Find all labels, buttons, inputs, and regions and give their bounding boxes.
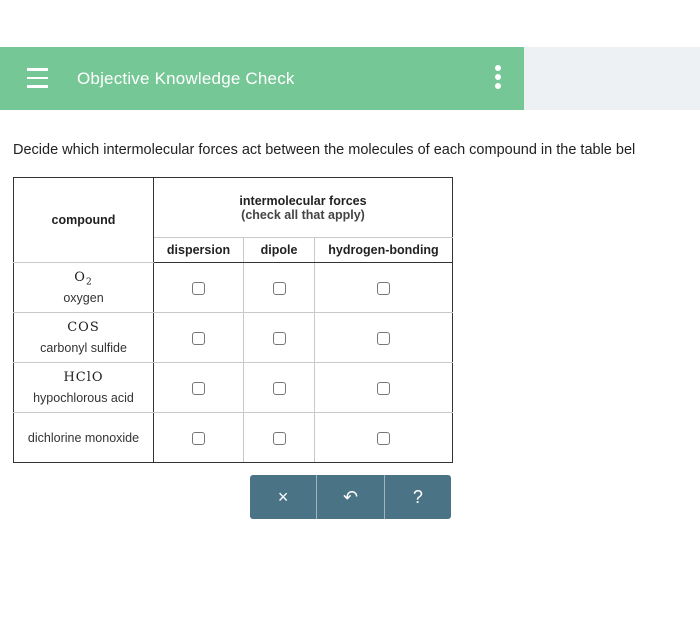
hydrogen-bonding-cell xyxy=(315,263,453,313)
hamburger-menu-icon[interactable] xyxy=(27,68,48,88)
table-row xyxy=(14,363,453,413)
dispersion-cell xyxy=(154,413,244,463)
dipole-cell xyxy=(244,313,315,363)
checkbox-dipole[interactable] xyxy=(273,282,286,295)
col-hydrogen-bonding: hydrogen-bonding xyxy=(315,238,453,263)
checkbox-dispersion[interactable] xyxy=(192,332,205,345)
dispersion-cell xyxy=(154,263,244,313)
hydrogen-bonding-cell xyxy=(315,413,453,463)
compound-header: compound xyxy=(14,178,154,263)
checkbox-dispersion[interactable] xyxy=(192,382,205,395)
compound-formula: $O_2$ xyxy=(74,269,93,288)
compound-name: carbonyl sulfide xyxy=(40,341,127,355)
compound-name: oxygen xyxy=(63,291,104,306)
dispersion-cell xyxy=(154,313,244,363)
close-icon: × xyxy=(277,486,289,507)
undo-button[interactable] xyxy=(317,475,384,519)
compound-formula: HClO xyxy=(63,370,104,385)
table-row xyxy=(14,313,453,363)
checkbox-hydrogen-bonding[interactable] xyxy=(377,282,390,295)
more-options-icon[interactable] xyxy=(493,65,503,93)
checkbox-dipole[interactable] xyxy=(273,332,286,345)
compound-cell xyxy=(14,413,154,463)
compound-cell xyxy=(14,363,154,413)
dipole-cell xyxy=(244,263,315,313)
checkbox-hydrogen-bonding[interactable] xyxy=(377,432,390,445)
compound-name: dichlorine monoxide xyxy=(27,430,140,445)
checkbox-hydrogen-bonding[interactable] xyxy=(377,382,390,395)
compound-cell xyxy=(14,313,154,363)
hydrogen-bonding-cell xyxy=(315,313,453,363)
answer-toolbar xyxy=(250,475,451,519)
forces-header: intermolecular forces (check all that apply) xyxy=(154,178,453,238)
hydrogen-bonding-cell xyxy=(315,363,453,413)
forces-table xyxy=(13,177,453,463)
clear-button[interactable] xyxy=(250,475,317,519)
page-title: Objective Knowledge Check xyxy=(77,69,295,88)
top-bar xyxy=(0,47,524,110)
question-prompt: Decide which intermolecular forces act between the molecules of each compound in the table bel xyxy=(13,142,636,158)
undo-icon: ↶ xyxy=(342,486,359,507)
help-button[interactable] xyxy=(385,475,451,519)
checkbox-dipole[interactable] xyxy=(273,382,286,395)
dispersion-cell xyxy=(154,363,244,413)
dipole-cell xyxy=(244,363,315,413)
col-dispersion: dispersion xyxy=(154,238,244,263)
table-row xyxy=(14,413,453,463)
compound-name: hypochlorous acid xyxy=(33,391,134,405)
compound-cell xyxy=(14,263,154,313)
checkbox-dispersion[interactable] xyxy=(192,282,205,295)
checkbox-dispersion[interactable] xyxy=(192,432,205,445)
checkbox-dipole[interactable] xyxy=(273,432,286,445)
dipole-cell xyxy=(244,413,315,463)
table-row xyxy=(14,263,453,313)
help-icon: ? xyxy=(412,486,423,507)
col-dipole: dipole xyxy=(244,238,315,263)
checkbox-hydrogen-bonding[interactable] xyxy=(377,332,390,345)
compound-formula: COS xyxy=(67,320,100,335)
top-bar-right-panel xyxy=(524,47,700,110)
